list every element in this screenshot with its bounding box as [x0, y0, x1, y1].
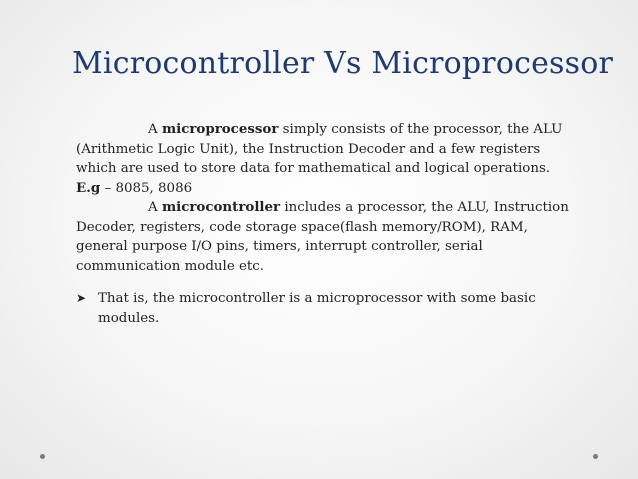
paragraph2-text: includes a processor, the ALU, Instruction Decoder, registers, code storage space(flash memory/ROM), RAM, general purpose I/O pins, timers, interrupt controller, serial communication module etc. — [76, 200, 569, 274]
right-decor-dot — [593, 454, 598, 459]
bullet-item — [76, 289, 581, 328]
microcontroller-paragraph — [76, 198, 581, 276]
left-decor-dot — [40, 454, 45, 459]
paragraph1-text: simply consists of the processor, the ALU (Arithmetic Logic Unit), the Instruction Decoder and a few registers which are used to store data for mathematical and logical operations. — [76, 122, 563, 176]
microprocessor-term: microprocessor — [161, 121, 279, 137]
slide-body — [76, 120, 581, 328]
example-label: E.g — [76, 179, 101, 196]
example-line — [76, 179, 581, 199]
arrow-bullet-icon: ➤ — [76, 291, 87, 305]
bullet-text: That is, the microcontroller is a microprocessor with some basic modules. — [98, 291, 536, 326]
example-text: – 8085, 8086 — [100, 180, 193, 196]
microprocessor-paragraph — [76, 120, 581, 179]
paragraph2-prefix: A — [148, 200, 162, 215]
microcontroller-term: microcontroller — [161, 199, 281, 215]
slide-title: Microcontroller Vs Microprocessor — [72, 46, 614, 81]
paragraph1-prefix: A — [148, 122, 162, 137]
